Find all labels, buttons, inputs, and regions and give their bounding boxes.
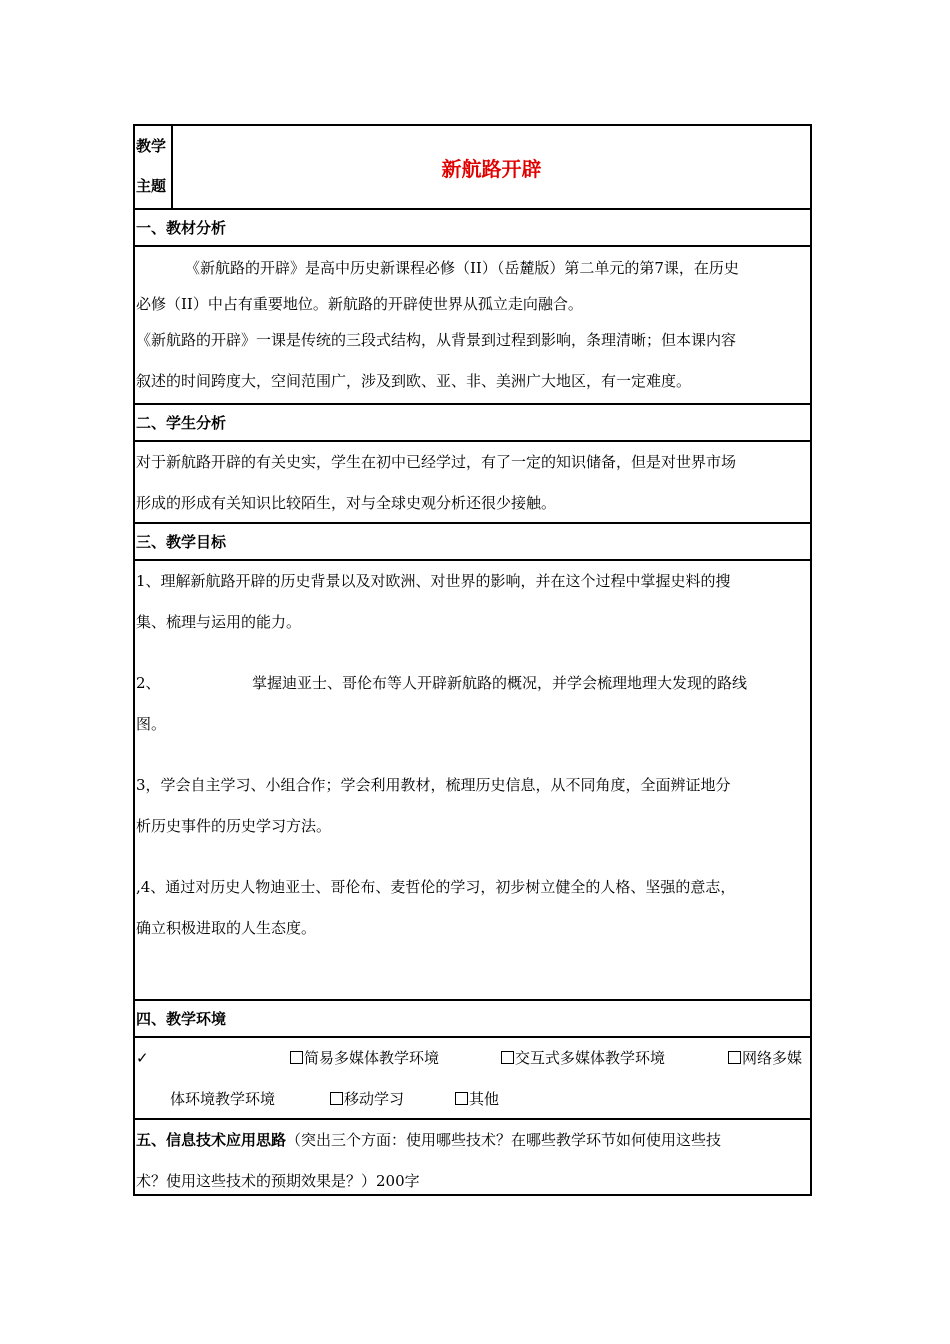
section5	[135, 1118, 810, 1194]
section1-body	[135, 245, 810, 403]
lesson-plan-table	[133, 124, 812, 1196]
option-other[interactable]: 其他	[455, 1079, 499, 1120]
section1-para1-cont: 必修（II）中占有重要地位。新航路的开辟使世界从孤立走向融合。	[136, 295, 583, 313]
goal4-line1: ,4、通过对历史人物迪亚士、哥伦布、麦哲伦的学习，初步树立健全的人格、坚强的意志，	[136, 878, 736, 896]
option-mobile-learning[interactable]: 移动学习	[330, 1079, 404, 1120]
goal4-line2: 确立积极进取的人生态度。	[136, 919, 317, 937]
section5-line1	[136, 1120, 810, 1161]
checkbox-icon[interactable]	[330, 1092, 343, 1105]
checkbox-icon[interactable]	[728, 1051, 741, 1064]
option-network-multimedia[interactable]: 网络多媒	[728, 1038, 802, 1079]
goal1-line2: 集、梳理与运用的能力。	[136, 613, 302, 631]
section2-para1-cont: 形成的形成有关知识比较陌生，对与全球史观分析还很少接触。	[136, 494, 557, 512]
title-row	[135, 126, 810, 208]
goal3-line2: 析历史事件的历史学习方法。	[136, 817, 332, 835]
option-network-multimedia-cont: 体环境教学环境	[170, 1090, 276, 1108]
option-simple-multimedia[interactable]: 简易多媒体教学环境	[290, 1038, 439, 1079]
section2-para1: 对于新航路开辟的有关史实，学生在初中已经学过，有了一定的知识储备，但是对世界市场	[136, 453, 737, 471]
section1-para2: 《新航路的开辟》一课是传统的三段式结构，从背景到过程到影响，条理清晰；但本课内容	[136, 331, 737, 349]
section3-body	[135, 559, 810, 999]
check-icon: ✓	[136, 1049, 149, 1067]
section3-heading: 三、教学目标	[135, 522, 810, 559]
section1-para1: 《新航路的开辟》是高中历史新课程必修（II）（岳麓版）第二单元的第7课，在历史	[185, 259, 739, 277]
goal2-text: 掌握迪亚士、哥伦布等人开辟新航路的概况，并学会梳理地理大发现的路线	[252, 674, 748, 692]
title-label	[135, 126, 173, 208]
goal2-line2: 图。	[136, 715, 167, 733]
goal2-line1	[136, 663, 809, 704]
goal3-line1: 3，学会自主学习、小组合作；学会利用教材，梳理历史信息，从不同角度，全面辨证地分	[136, 776, 731, 794]
title-label-line1: 教学	[136, 137, 167, 155]
checkbox-icon[interactable]	[290, 1051, 303, 1064]
section2-body	[135, 440, 810, 522]
section1-heading: 一、教材分析	[135, 208, 810, 245]
page-title: 新航路开辟	[441, 156, 542, 181]
section4-options	[135, 1036, 810, 1118]
section5-note: （突出三个方面：使用哪些技术？在哪些教学环节如何使用这些技	[286, 1131, 722, 1149]
goal2-number: 2、	[136, 674, 161, 692]
checkbox-icon[interactable]	[455, 1092, 468, 1105]
option-interactive-multimedia[interactable]: 交互式多媒体教学环境	[501, 1038, 665, 1079]
section5-line2: 术？使用这些技术的预期效果是？）200字	[136, 1172, 420, 1190]
section5-heading: 五、信息技术应用思路	[136, 1131, 287, 1149]
checkbox-icon[interactable]	[501, 1051, 514, 1064]
goal1-line1: 1、理解新航路开辟的历史背景以及对欧洲、对世界的影响，并在这个过程中掌握史料的搜	[136, 572, 731, 590]
title-label-line2: 主题	[136, 177, 167, 195]
section2-heading: 二、学生分析	[135, 403, 810, 440]
section4-heading: 四、教学环境	[135, 999, 810, 1036]
section1-para2-cont: 叙述的时间跨度大，空间范围广，涉及到欧、亚、非、美洲广大地区，有一定难度。	[136, 372, 692, 390]
